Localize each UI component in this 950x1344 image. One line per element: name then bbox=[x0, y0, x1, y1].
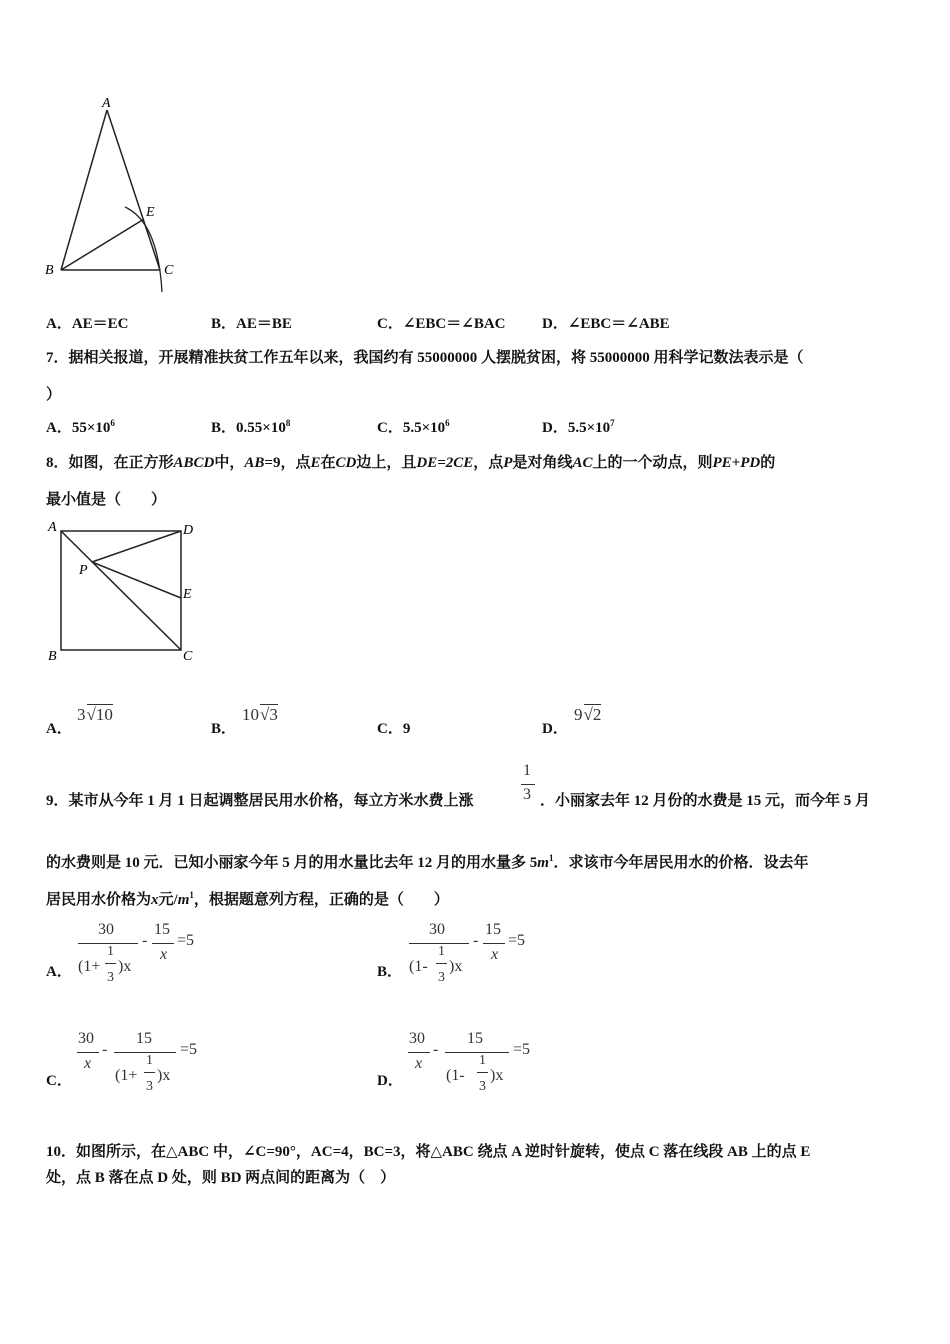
q7-option-d: D．$5.5\times 10^7$ bbox=[542, 418, 615, 436]
label-p: P bbox=[79, 563, 88, 578]
q9-option-b-letter: B． bbox=[377, 964, 403, 980]
label-c: C bbox=[164, 263, 174, 278]
label-e: E bbox=[146, 205, 155, 220]
figure-q6 bbox=[40, 92, 190, 297]
q6-option-c: C．∠EBC＝∠BAC bbox=[377, 316, 506, 332]
square-abcd-diagram bbox=[44, 518, 204, 666]
label-b: B bbox=[45, 263, 54, 278]
label-c: C bbox=[183, 649, 193, 664]
label-a: A bbox=[48, 520, 57, 535]
q6-option-b: B．AE＝BE bbox=[211, 316, 292, 332]
q7-stem-line2: ） bbox=[46, 387, 62, 403]
q7-option-a: A．$55\times 10^6$ bbox=[46, 418, 115, 436]
q8-option-b-value: 10√3 bbox=[242, 705, 278, 724]
q9-option-c-equation: 30 x - 15 (1+ 1 3 )x =5 bbox=[78, 1030, 198, 1094]
q9-option-c-letter: C． bbox=[46, 1073, 72, 1089]
q8-option-d-value: 9√2 bbox=[574, 705, 602, 724]
q9-stem-line1b: ．小丽家去年 12 月份的水费是 15 元，而今年 5 月 bbox=[540, 793, 871, 809]
q10-stem-line2: 处，点 B 落在点 D 处，则 BD 两点间的距离为（ ） bbox=[46, 1170, 396, 1186]
label-e: E bbox=[183, 587, 192, 602]
triangle-abc-diagram bbox=[40, 92, 190, 297]
q9-option-a-equation: 30 (1+ 1 3 )x - 15 x =5 bbox=[78, 921, 195, 985]
q9-option-d-letter: D． bbox=[377, 1073, 403, 1089]
label-b: B bbox=[48, 649, 57, 664]
q7-option-c: C．$5.5\times 10^6$ bbox=[377, 418, 450, 436]
q8-option-b-letter: B． bbox=[211, 721, 237, 737]
q8-stem-line1: 8．如图，在正方形ABCD中，AB=9，点E在CD边上，且DE=2CE，点P是对角线AC上的一个动点，则PE+PD的 bbox=[46, 455, 776, 471]
q7-stem-line1: 7．据相关报道，开展精准扶贫工作五年以来，我国约有 55000000 人摆脱贫困，将 55000000 用科学记数法表示是（ bbox=[46, 350, 804, 366]
q8-option-d-letter: D． bbox=[542, 721, 568, 737]
label-d: D bbox=[183, 523, 194, 538]
q9-option-b-equation: 30 (1- 1 3 )x - 15 x =5 bbox=[409, 921, 526, 985]
q10-stem-line1: 10．如图所示，在△ABC 中，∠C=90°，AC=4，BC=3，将△ABC 绕点 A 逆时针旋转，使点 C 落在线段 AB 上的点 E bbox=[46, 1144, 811, 1160]
q8-stem-line2: 最小值是（ ） bbox=[46, 492, 167, 508]
figure-q8 bbox=[44, 518, 204, 666]
q9-stem-line1a: 9．某市从今年 1 月 1 日起调整居民用水价格，每立方米水费上涨 bbox=[46, 793, 474, 809]
q7-option-b: B．$0.55\times 10^8$ bbox=[211, 418, 291, 436]
q9-stem-line2: 的水费则是 10 元．已知小丽家今年 5 月的用水量比去年 12 月的用水量多 $5m^1$．求该市今年居民用水的价格．设去年 bbox=[46, 853, 809, 871]
q9-stem-line3: 居民用水价格为x元$/m^1$，根据题意列方程，正确的是（ ） bbox=[46, 890, 449, 908]
q8-option-c: C．9 bbox=[377, 721, 411, 737]
q9-option-d-equation: 30 x - 15 (1- 1 3 )x =5 bbox=[409, 1030, 531, 1094]
q8-option-a-value: 3√10 bbox=[77, 705, 113, 724]
q6-option-a: A．AE＝EC bbox=[46, 316, 129, 332]
q9-fraction-one-third: 1 3 bbox=[518, 762, 538, 810]
q9-option-a-letter: A． bbox=[46, 964, 72, 980]
q8-option-a-letter: A． bbox=[46, 721, 72, 737]
q6-option-d: D．∠EBC＝∠ABE bbox=[542, 316, 670, 332]
label-a: A bbox=[102, 96, 111, 111]
